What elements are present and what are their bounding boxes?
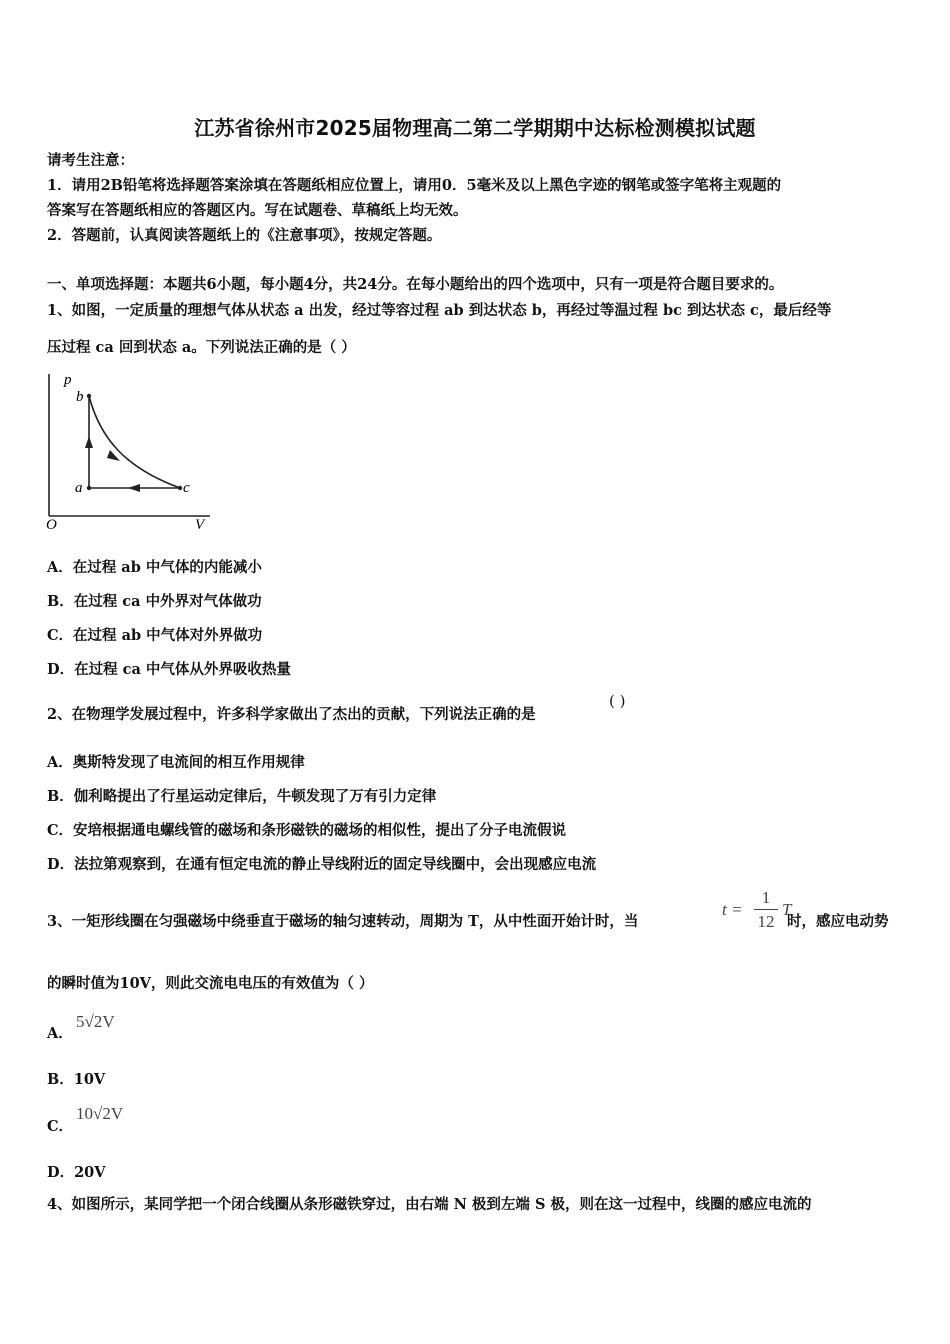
state-a-label: a xyxy=(75,480,83,496)
q3-stem-part-1: 3、一矩形线圈在匀强磁场中绕垂直于磁场的轴匀速转动，周期为 T，从中性面开始计时，当 xyxy=(47,913,639,930)
formula-t: t = xyxy=(722,900,743,919)
q3-option-a-value: 5√2V xyxy=(76,1012,115,1031)
pv-diagram xyxy=(40,368,215,536)
formula-period: T xyxy=(782,900,792,919)
point-c xyxy=(178,486,182,490)
q1-option-a: A．在过程 ab 中气体的内能减小 xyxy=(47,559,262,576)
q1-option-d: D．在过程 ca 中气体从外界吸收热量 xyxy=(47,661,291,678)
point-a xyxy=(87,486,91,490)
q3-option-a-label: A． xyxy=(47,1025,73,1042)
q3-stem-line-2: 的瞬时值为10V，则此交流电电压的有效值为（ ） xyxy=(47,975,374,992)
notice-line-3: 2．答题前，认真阅读答题纸上的《注意事项》，按规定答题。 xyxy=(47,227,442,244)
process-ab-arrow xyxy=(85,436,93,448)
section-heading: 一、单项选择题：本题共6小题，每小题4分，共24分。在每小题给出的四个选项中，只有一项是符合题目要求的。 xyxy=(47,276,784,293)
q2-option-a: A．奥斯特发现了电流间的相互作用规律 xyxy=(47,754,305,771)
q3-option-c-label: C． xyxy=(47,1118,74,1135)
origin-label: O xyxy=(46,517,57,533)
q2-option-d: D．法拉第观察到，在通有恒定电流的静止导线附近的固定导线圈中，会出现感应电流 xyxy=(47,856,597,873)
formula-bar xyxy=(754,909,778,910)
v-axis-label: V xyxy=(195,517,205,533)
process-bc-arrow xyxy=(107,450,120,461)
q1-option-b: B．在过程 ca 中外界对气体做功 xyxy=(47,593,262,610)
q3-option-c-value: 10√2V xyxy=(76,1104,124,1123)
formula-numerator: 1 xyxy=(761,888,771,907)
state-c-label: c xyxy=(183,480,190,496)
q1-stem-line-2: 压过程 ca 回到状态 a。下列说法正确的是（ ） xyxy=(47,339,356,356)
q2-answer-paren: ( ) xyxy=(609,692,626,710)
q1-option-c: C．在过程 ab 中气体对外界做功 xyxy=(47,627,263,644)
point-b xyxy=(87,394,91,398)
q2-stem: 2、在物理学发展过程中，许多科学家做出了杰出的贡献，下列说法正确的是 xyxy=(47,706,536,723)
q2-option-c: C．安培根据通电螺线管的磁场和条形磁铁的磁场的相似性，提出了分子电流假说 xyxy=(47,822,567,839)
state-b-label: b xyxy=(76,389,84,405)
notice-line-1: 1．请用2B铅笔将选择题答案涂填在答题纸相应位置上，请用0．5毫米及以上黑色字迹的钢笔或签字笔将主观题的 xyxy=(47,177,782,194)
q2-option-b: B．伽利略提出了行星运动定律后，牛顿发现了万有引力定律 xyxy=(47,788,437,805)
process-ca-arrow xyxy=(128,484,140,492)
notice-line-2: 答案写在答题纸相应的答题区内。写在试题卷、草稿纸上均无效。 xyxy=(47,202,468,219)
formula-denominator: 12 xyxy=(757,912,775,931)
page-title: 江苏省徐州市2025届物理高二第二学期期中达标检测模拟试题 xyxy=(194,116,756,140)
q3-stem-part-2: 时，感应电动势 xyxy=(787,913,889,930)
notice-heading: 请考生注意： xyxy=(47,152,134,169)
p-axis-label: p xyxy=(64,372,72,388)
q3-option-d: D．20V xyxy=(47,1164,106,1181)
q1-stem-line-1: 1、如图，一定质量的理想气体从状态 a 出发，经过等容过程 ab 到达状态 b，再经过等温过程 bc 到达状态 c，最后经等 xyxy=(47,302,832,319)
q3-option-b: B．10V xyxy=(47,1071,106,1088)
process-bc xyxy=(89,396,180,488)
q4-stem-line-1: 4、如图所示，某同学把一个闭合线圈从条形磁铁穿过，由右端 N 极到左端 S 极，则在这一过程中，线圈的感应电流的 xyxy=(47,1196,812,1213)
